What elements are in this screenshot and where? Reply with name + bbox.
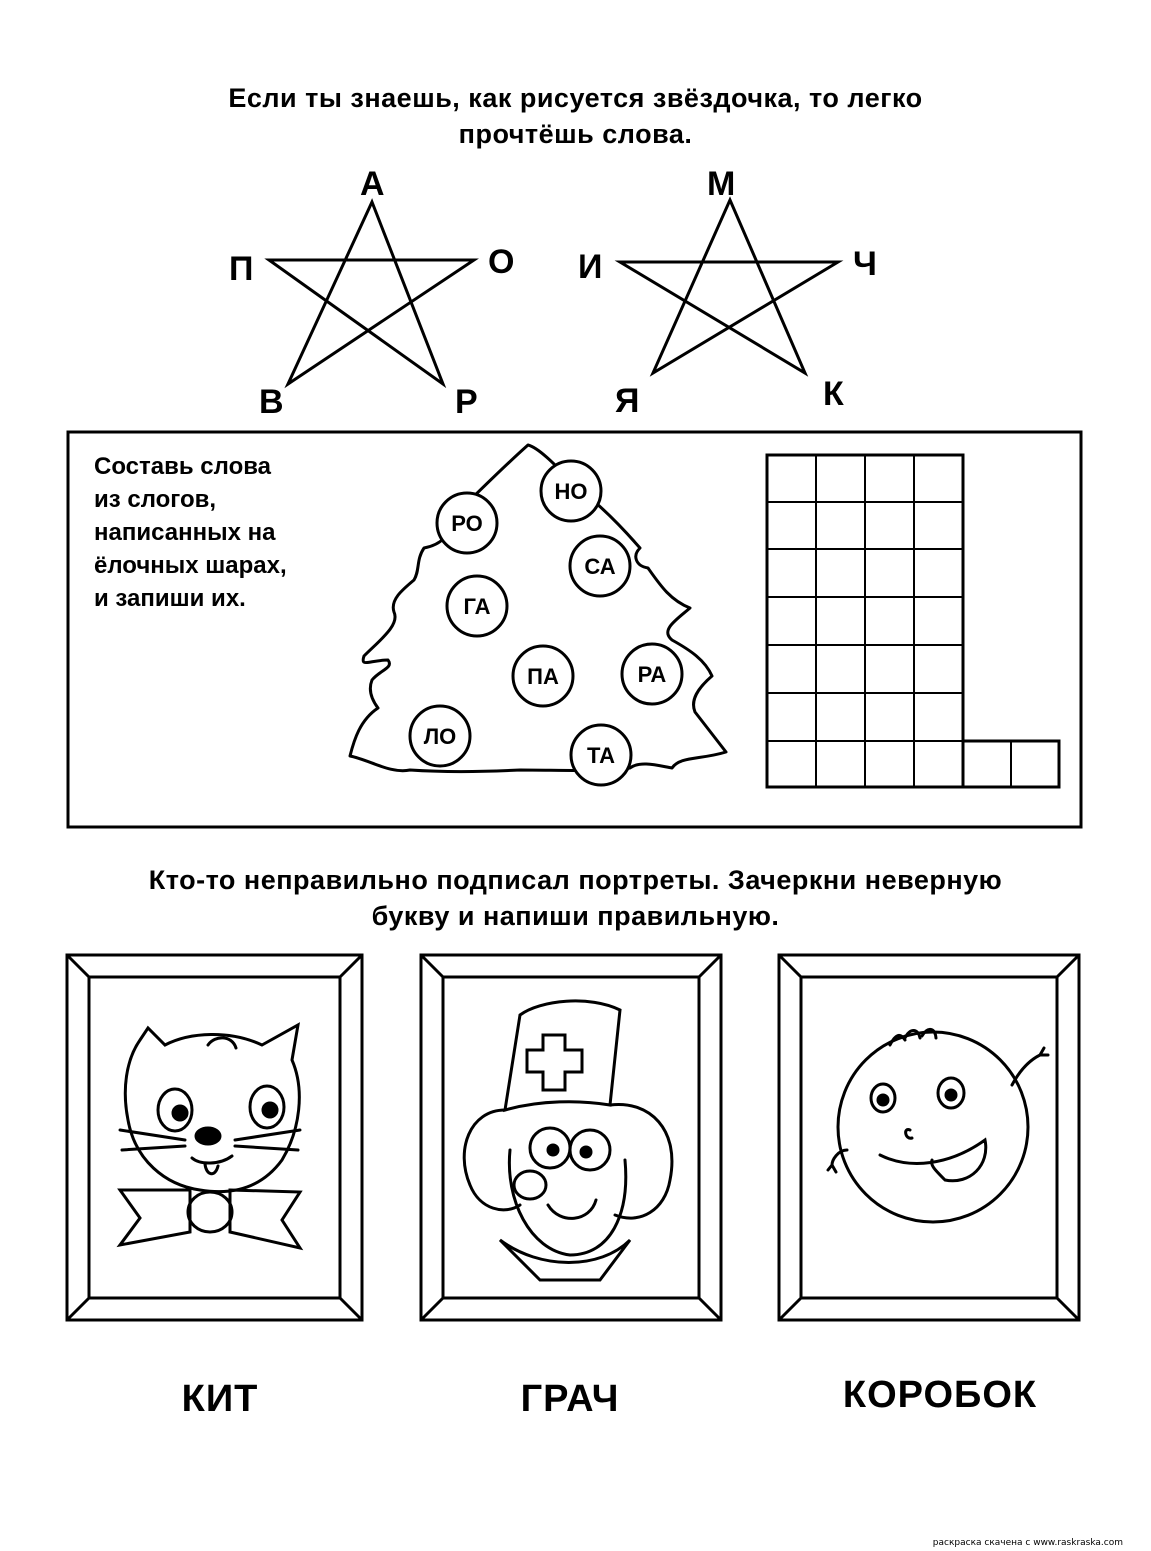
task1-title-line-1: Если ты знаешь, как рисуется звёздочка, то легко xyxy=(228,83,923,113)
kolobok-icon xyxy=(828,1029,1048,1222)
ornament-ball-sa xyxy=(570,536,630,596)
task3-title xyxy=(0,862,1151,934)
syllable-ra: РА xyxy=(637,662,667,687)
syllable-lo: ЛО xyxy=(423,724,457,749)
star-2-letter-right: Ч xyxy=(853,245,877,283)
answer-grid[interactable] xyxy=(767,455,1059,787)
syllable-ro: РО xyxy=(451,511,483,536)
ornament-ball-ga xyxy=(447,576,507,636)
caption-1: КИТ xyxy=(181,1378,259,1420)
star-2-letter-bottom-right: К xyxy=(823,375,844,413)
task3-title-line-2: букву и напиши правильную. xyxy=(371,901,780,931)
star-1-letter-bottom-left: В xyxy=(259,383,284,421)
task2-instruction-line-5: и запиши их. xyxy=(94,585,246,612)
task2-instruction-line-4: ёлочных шарах, xyxy=(94,552,287,579)
task2-instruction-line-1: Составь слова xyxy=(94,453,272,480)
star-1-letter-left: П xyxy=(229,250,254,288)
star-1-letter-bottom-right: Р xyxy=(455,383,478,421)
star-2-letter-bottom-left: Я xyxy=(615,382,640,420)
star-2 xyxy=(578,165,877,420)
syllable-no: НО xyxy=(554,479,588,504)
task2-instruction-line-3: написанных на xyxy=(94,519,276,546)
christmas-tree-outline xyxy=(350,445,726,772)
star-1-letter-right: О xyxy=(488,243,515,281)
star-2-letter-left: И xyxy=(578,248,603,286)
task1-title-line-2: прочтёшь слова. xyxy=(458,119,693,149)
ornament-ball-ra xyxy=(622,644,682,704)
ornament-ball-ro xyxy=(437,493,497,553)
ornament-ball-no xyxy=(541,461,601,521)
star-1 xyxy=(229,165,514,421)
task3-title-line-1: Кто-то неправильно подписал портреты. Зачеркни неверную xyxy=(148,865,1003,895)
footer-credit: раскраска скачена с www.raskraska.com xyxy=(932,1538,1123,1548)
ornament-ball-lo xyxy=(410,706,470,766)
cat-icon xyxy=(120,1025,300,1248)
caption-3: КОРОБОК xyxy=(842,1374,1038,1416)
syllable-ta: ТА xyxy=(587,743,615,768)
portrait-frame-3 xyxy=(779,955,1079,1320)
syllable-ga: ГА xyxy=(463,594,491,619)
ornament-ball-ta xyxy=(571,725,631,785)
doctor-icon xyxy=(464,1001,672,1280)
caption-2: ГРАЧ xyxy=(520,1378,620,1420)
star-1-shape xyxy=(269,202,474,384)
star-2-shape xyxy=(620,200,838,373)
task2-instruction xyxy=(94,450,384,615)
task2-instruction-line-2: из слогов, xyxy=(94,486,217,513)
syllable-sa: СА xyxy=(584,554,616,579)
star-1-letter-top: А xyxy=(360,165,385,203)
syllable-pa: ПА xyxy=(527,664,559,689)
star-2-letter-top: М xyxy=(707,165,736,203)
ornament-ball-pa xyxy=(513,646,573,706)
